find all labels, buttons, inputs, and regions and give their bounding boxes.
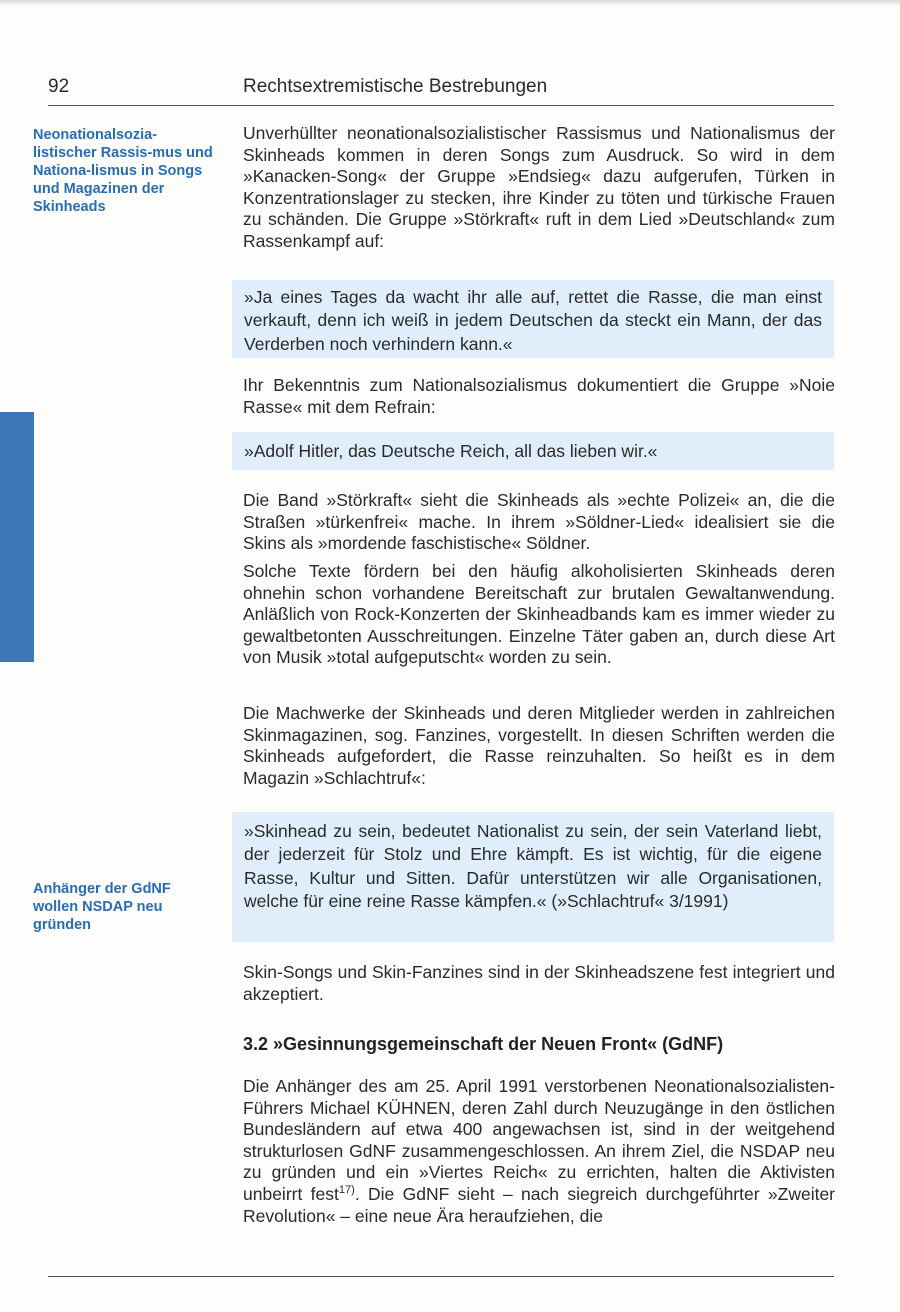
- margin-note-skinhead-racism: Neonationalsozia-listischer Rassis-mus und Nationa-lismus in Songs und Magazinen der Skinheads: [33, 127, 213, 215]
- quote-stoerkraft: »Ja eines Tages da wacht ihr alle auf, rettet die Rasse, die man einst verkauft, denn ich weiß in jedem Deutschen da steckt ein Mann, der das Verderben noch verhindern kann.«: [232, 280, 834, 358]
- paragraph-intro: Unverhüllter neonationalsozialistischer Rassismus und Nationalismus der Skinheads kommen in deren Songs zum Ausdruck. So wird in dem »Kanacken-Song« der Gruppe »Endsieg« dazu aufgerufen, Türken in Konzentrationslager zu stecken, ihre Kinder zu töten und türkische Frauen zu schänden. Die Gruppe »Störkraft« ruft in dem Lied »Deutschland« zum Rassenkampf auf:: [243, 123, 835, 251]
- paragraph-band: Die Band »Störkraft« sieht die Skinheads als »echte Polizei« an, die die Straßen »türkenfrei« mache. In ihrem »Söldner-Lied« idealisiert sie die Skins als »mordende faschistische« Söldner.: [243, 490, 835, 554]
- paragraph-noie-rasse: Ihr Bekenntnis zum Nationalsozialismus dokumentiert die Gruppe »Noie Rasse« mit dem Refrain:: [243, 375, 835, 417]
- paragraph-fanzines: Die Machwerke der Skinheads und deren Mitglieder werden in zahlreichen Skinmagazinen, sog. Fanzines, vorgestellt. In diesen Schriften werden die Skinheads aufgefordert, die Rasse reinzuhalten. So heißt es in dem Magazin »Schlachtruf«:: [243, 703, 835, 788]
- paragraph-gdnf-text: Die Anhänger des am 25. April 1991 verstorbenen Neonationalsozialisten-Führers Michael KÜHNEN, deren Zahl durch Neuzugänge in den östlichen Bundesländern auf etwa 400 angewachsen ist, sind in der weitgehend strukturlosen GdNF zusammengeschlossen. An ihrem Ziel, die NSDAP neu zu gründen und ein »Viertes Reich« zu errichten, halten die Aktivisten unbeirrt fest: [243, 1076, 835, 1204]
- top-edge-shadow: [0, 0, 900, 6]
- margin-note-gdnf: Anhänger der GdNF wollen NSDAP neu gründen: [33, 881, 171, 933]
- paragraph-gdnf-continued: . Die GdNF sieht – nach siegreich durchgeführter »Zweiter Revolution« – eine neue Ära heraufziehen, die: [243, 1183, 836, 1226]
- header-divider: [48, 105, 834, 106]
- running-head: Rechtsextremistische Bestrebungen: [243, 76, 548, 97]
- quote-refrain: »Adolf Hitler, das Deutsche Reich, all das lieben wir.«: [232, 432, 834, 470]
- paragraph-violence: Solche Texte fördern bei den häufig alkoholisierten Skinheads deren ohnehin schon vorhandene Bereitschaft zur brutalen Gewaltanwendung. Anläßlich von Rock-Konzerten der Skinheadbands kam es immer wieder zu gewaltbetonten Ausschreitungen. Einzelne Täter gaben an, durch diese Art von Musik »total aufgeputscht« worden zu sein.: [243, 561, 835, 668]
- paragraph-integration: Skin-Songs und Skin-Fanzines sind in der Skinheadszene fest integriert und akzeptiert.: [243, 962, 835, 1004]
- section-heading: 3.2 »Gesinnungsgemeinschaft der Neuen Front« (GdNF): [243, 1034, 724, 1054]
- footnote-reference: 17): [338, 1184, 355, 1197]
- page-number: 92: [48, 76, 70, 97]
- footer-divider: [48, 1276, 834, 1277]
- chapter-thumb-tab: [0, 412, 34, 662]
- quote-schlachtruf: »Skinhead zu sein, bedeutet Nationalist zu sein, der sein Vaterland liebt, der jederzeit für Stolz und Ehre kämpft. Es ist wichtig, für die eigene Rasse, Kultur und Sitten. Dafür unterstützen wir alle Organisationen, welche für eine reine Rasse kämpfen.« (»Schlachtruf« 3/1991): [232, 812, 834, 942]
- paragraph-gdnf: [243, 1076, 835, 1227]
